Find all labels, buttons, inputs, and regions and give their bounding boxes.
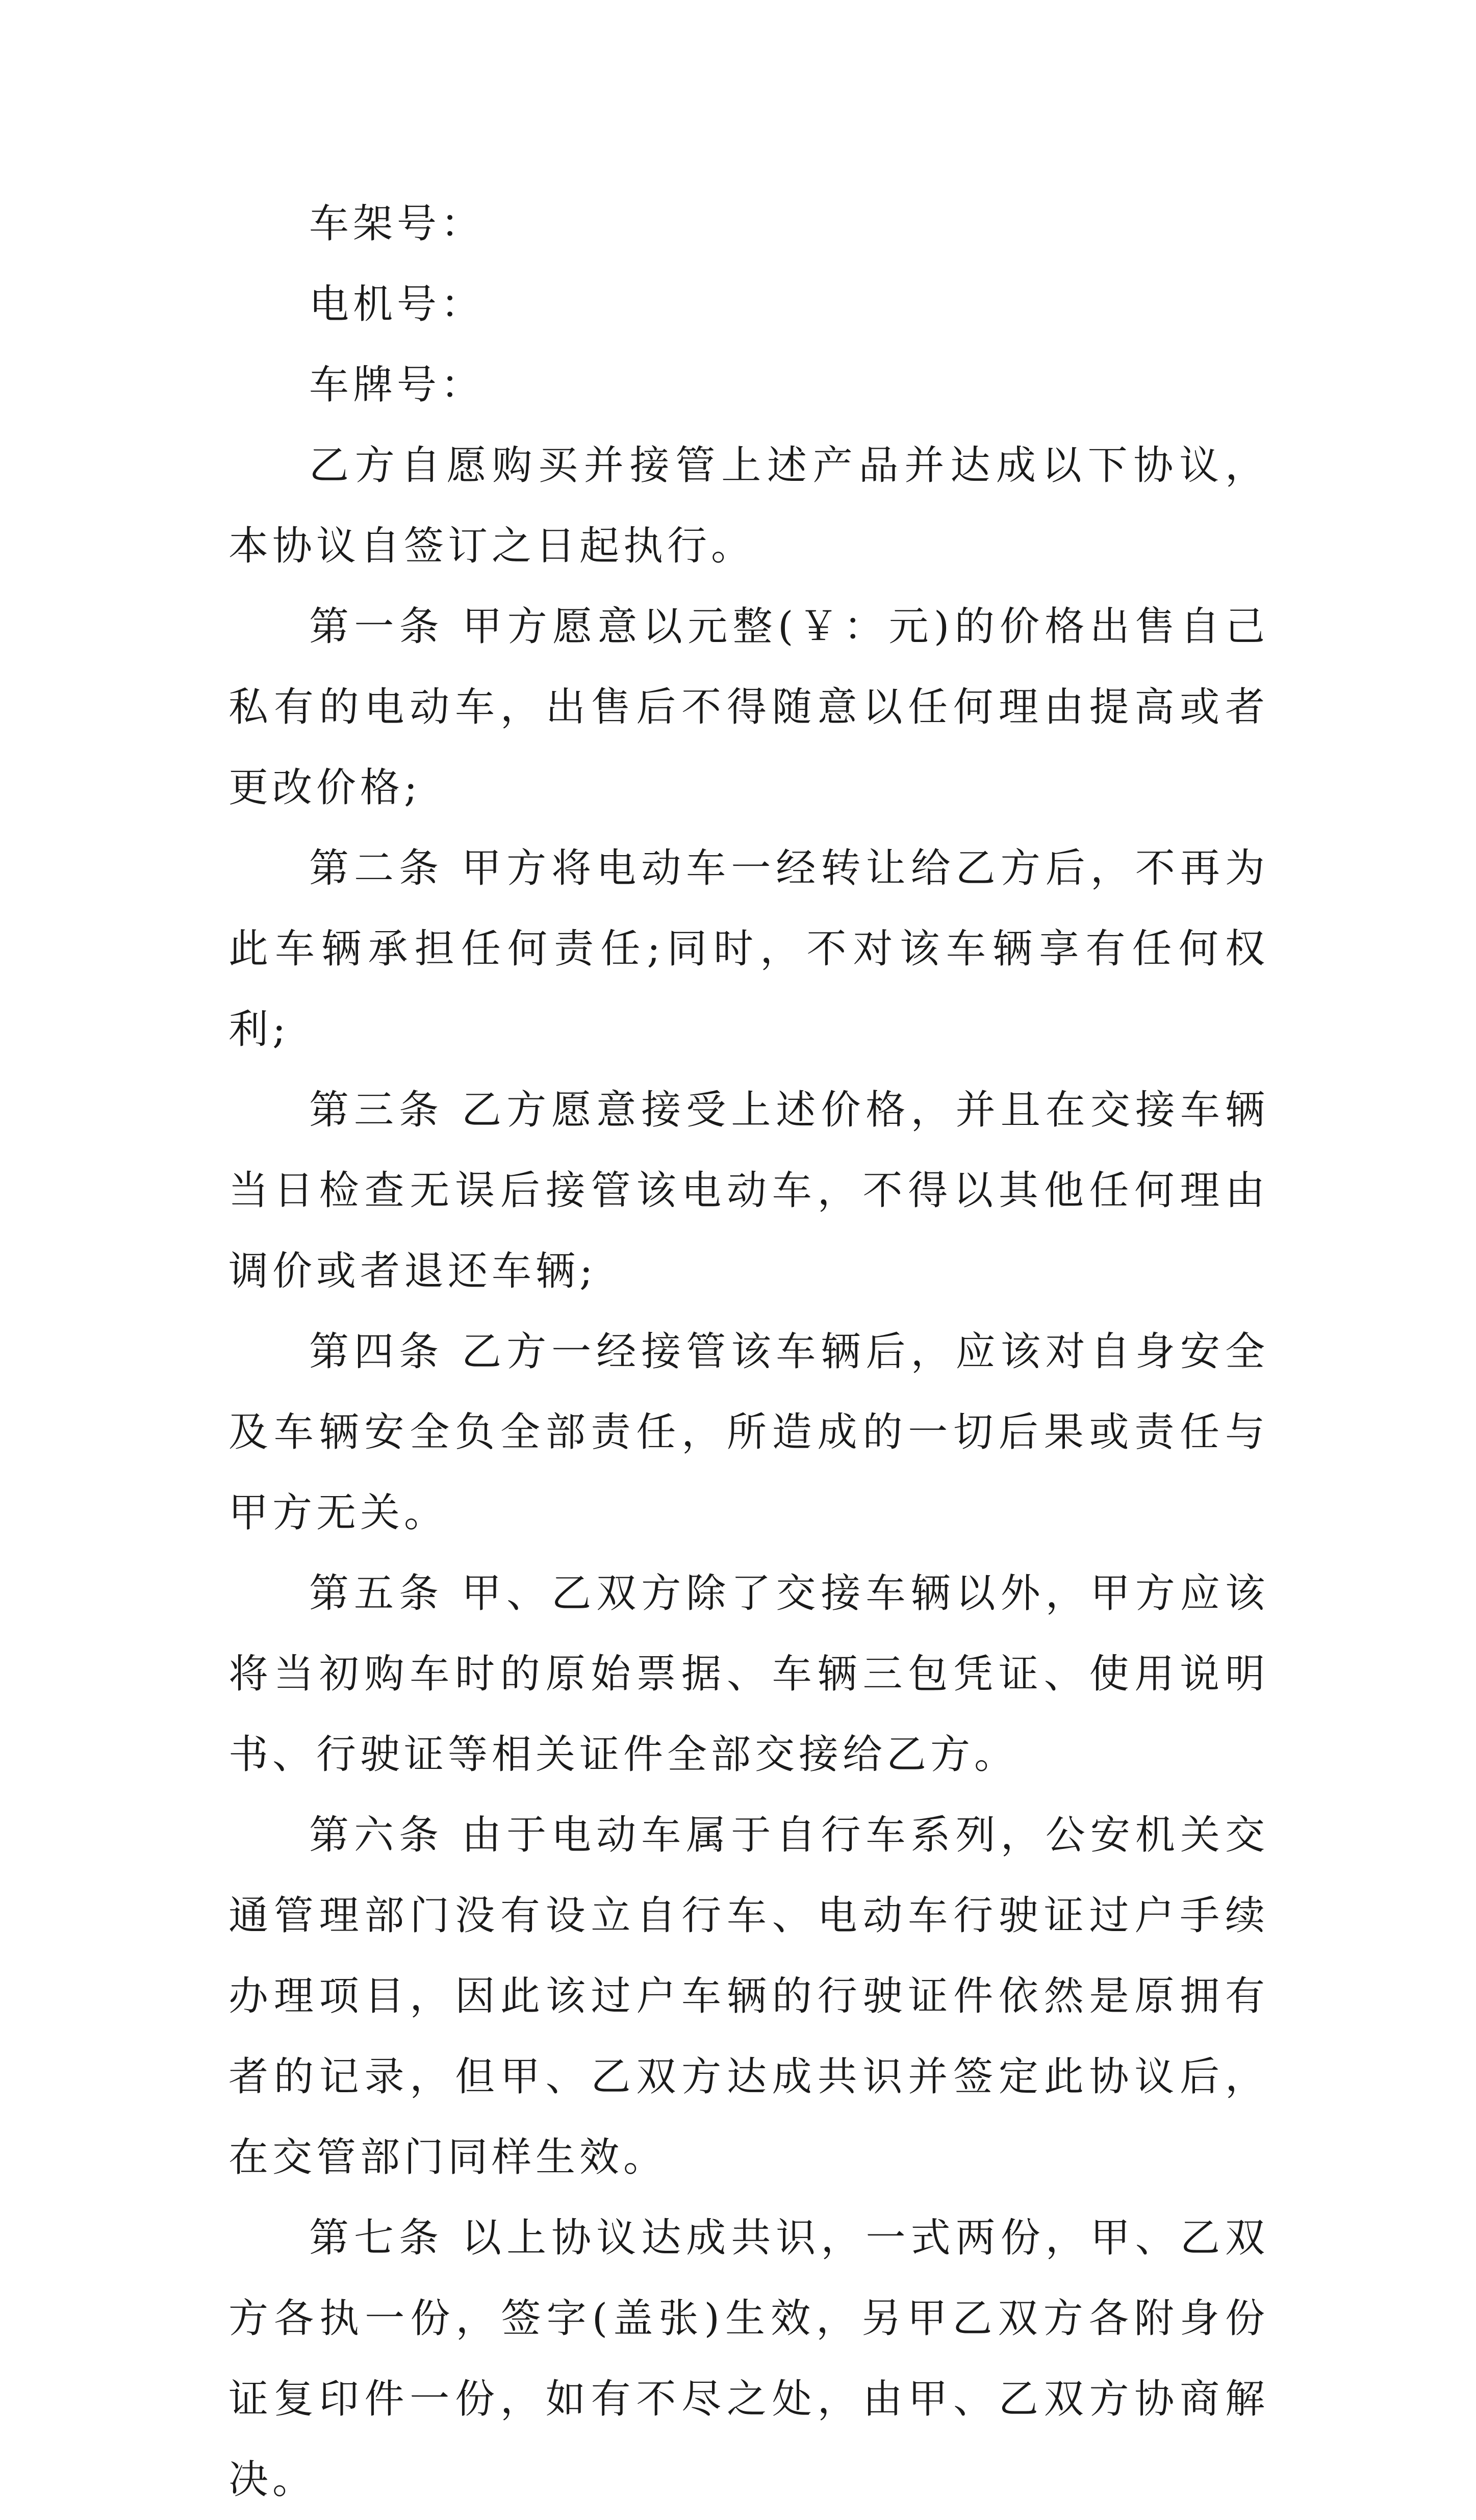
frame-number-line: 车架号： xyxy=(309,201,485,247)
article-7: 第七条 以上协议达成共识，一式两份，甲、乙双方各执一份，签字(盖张)生效，另甲乙双方各附身份证复印件一份，如有不尽之处，由甲、乙双方协商解决。 xyxy=(228,2215,1269,2503)
article-5: 第五条 甲、乙双方除了交接车辆以外，甲方应该将当初购车时的原始票据、车辆三包凭证、使用说明书、行驶证等相关证件全部交接给乙方。 xyxy=(228,1571,1269,1778)
document-body xyxy=(228,184,1269,2520)
plate-number-line: 车牌号： xyxy=(309,362,485,408)
motor-number-line: 电机号： xyxy=(309,281,485,327)
article-4: 第四条 乙方一经接管该车辆后，应该对自身安全及车辆安全负全部责任，所造成的一切后果或责任与甲方无关。 xyxy=(228,1329,1269,1536)
article-2: 第二条 甲方将电动车一经转让给乙方后，不再为此车辆承担任何责任;同时，不对该车辆享有任何权利; xyxy=(228,845,1269,1052)
article-1: 第一条 甲方愿意以元整(￥：元)的价格出售自己私有的电动车，出售后不得随意以任何理由提高或者更改价格; xyxy=(228,604,1269,811)
article-3: 第三条 乙方愿意接受上述价格，并且在交接车辆当日检查无误后接管该电动车，不得以其他任何理由调价或者退还车辆; xyxy=(228,1087,1269,1294)
article-6: 第六条 由于电动车属于自行车系列，公安机关交通管理部门没有设立自行车、电动车行驶证过户手续办理项目，因此该过户车辆的行驶证件依然是原拥有者的记录，但甲、乙双方达成共识并签定此协议后，在交管部门同样生效。 xyxy=(228,1812,1269,2180)
intro-paragraph: 乙方自愿购买并接管上述产品并达成以下协议，本协议自签订之日起执行。 xyxy=(228,443,1269,569)
